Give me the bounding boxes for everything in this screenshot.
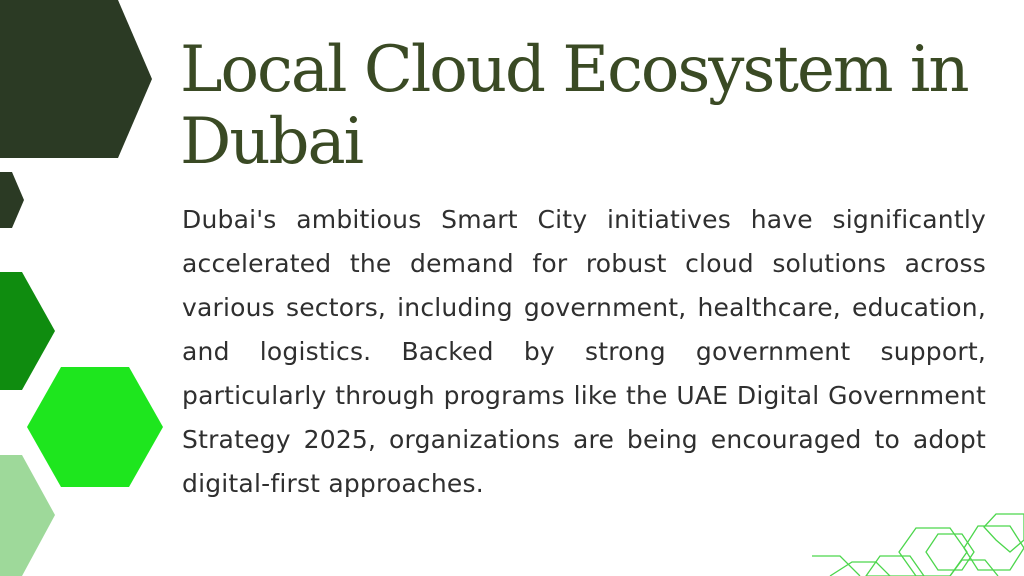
hexagon-green [0,272,55,390]
hexagon-dark-small [0,172,24,228]
hexagon-outline-cluster [812,514,1024,576]
slide-title: Local Cloud Ecosystem in Dubai [180,33,968,179]
hexagon-bright-green [27,367,163,487]
hexagon-pale-green [0,455,55,576]
slide-body-paragraph: Dubai's ambitious Smart City initiatives have significantly accelerated the demand for robust cloud solutions across various sectors, including government, healthcare, education, and logistics. Backed by strong government support, particularly through programs like the UAE Digital Government Strategy 2025, organizations are being encouraged to adopt digital-first approaches. [182,205,986,498]
hexagon-dark-large [0,0,152,158]
